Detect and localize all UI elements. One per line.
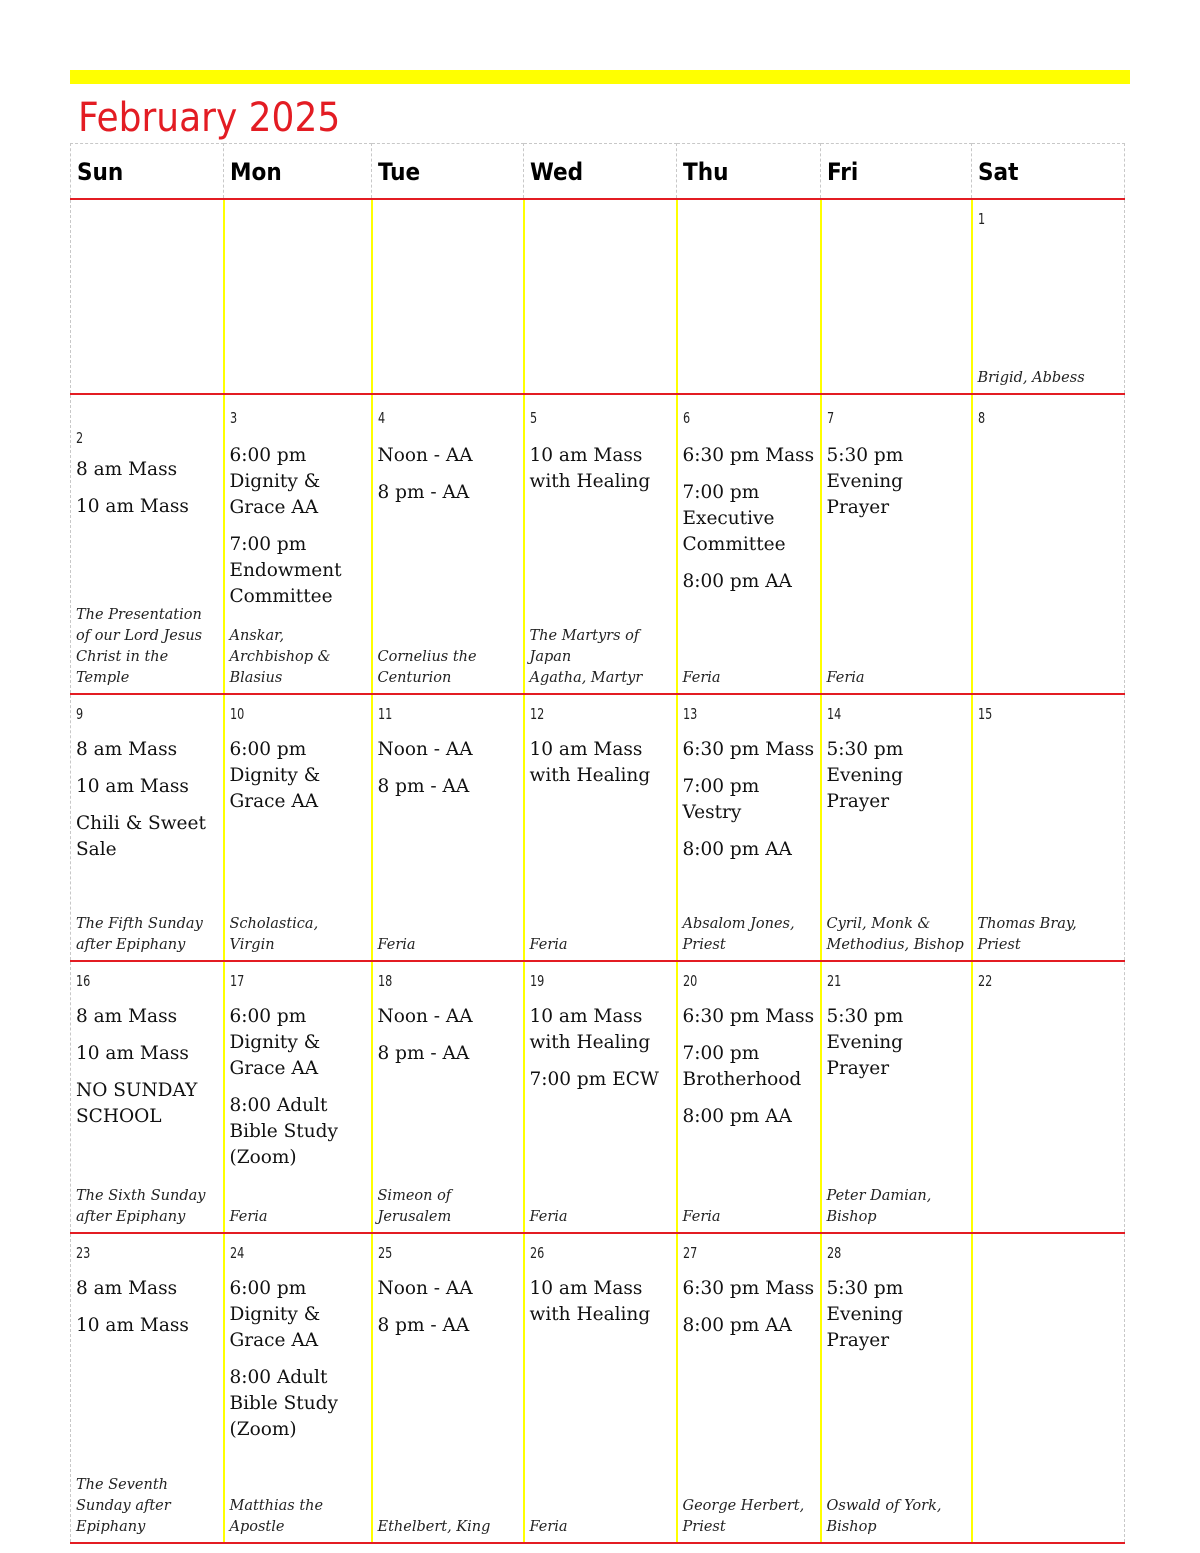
day-cell [677, 1233, 821, 1543]
day-number: 3 [229, 408, 237, 427]
calendar-event: 7:00 pm ECW [529, 1068, 659, 1090]
weekday-mon: Mon [224, 144, 372, 199]
calendar-event: 7:00 pm Executive Committee [682, 481, 786, 555]
calendar-event: 10 am Mass with Healing [529, 1005, 651, 1053]
calendar-event: 5:30 pm Evening Prayer [826, 1005, 904, 1079]
calendar-event: 8 pm - AA [377, 1042, 470, 1064]
day-number: 23 [76, 1243, 91, 1262]
calendar-grid [70, 143, 1125, 1544]
feast-day-label: Feria [529, 1208, 568, 1225]
event-list [76, 457, 220, 531]
event-list [683, 1004, 817, 1141]
day-cell [71, 1233, 224, 1543]
event-list [378, 1004, 520, 1078]
day-cell [677, 961, 821, 1233]
feast-day-label: Feria [377, 936, 416, 953]
calendar-event: 6:00 pm Dignity & Grace AA [229, 444, 321, 518]
day-cell [677, 199, 821, 394]
calendar-event: 8:00 pm AA [682, 1105, 792, 1127]
day-cell [372, 199, 524, 394]
day-number: 19 [529, 971, 544, 990]
calendar-event: 6:00 pm Dignity & Grace AA [229, 738, 321, 812]
week-row [71, 694, 1125, 961]
day-cell [821, 694, 972, 961]
calendar-event: 10 am Mass with Healing [529, 444, 651, 492]
day-number: 4 [377, 408, 385, 427]
weekday-thu: Thu [677, 144, 821, 199]
event-list [230, 1004, 368, 1182]
day-cell [372, 1233, 524, 1543]
event-list [683, 737, 817, 874]
event-list [378, 1276, 520, 1350]
event-list [530, 443, 673, 506]
feast-day-label: Cyril, Monk & Methodius, Bishop [826, 915, 964, 953]
day-cell [821, 394, 972, 694]
header-accent-bar [70, 70, 1130, 84]
calendar-event: 5:30 pm Evening Prayer [826, 444, 904, 518]
day-cell [821, 1233, 972, 1543]
calendar-event: 8:00 pm AA [682, 838, 792, 860]
calendar-event: 6:30 pm Mass [682, 1277, 815, 1299]
day-cell [524, 1233, 677, 1543]
day-number: 21 [826, 971, 841, 990]
calendar-event: Noon - AA [377, 1005, 473, 1027]
feast-day-label: Simeon of Jerusalem [377, 1187, 452, 1225]
calendar-event: 10 am Mass [76, 495, 189, 517]
day-cell [224, 199, 372, 394]
feast-day-label: Anskar, Archbishop & Blasius [229, 627, 331, 686]
day-cell [372, 694, 524, 961]
event-list [230, 737, 368, 826]
day-number: 24 [229, 1243, 244, 1262]
feast-day-label: Scholastica, Virgin [229, 915, 319, 953]
feast-day-label: Feria [826, 669, 865, 686]
feast-day-label: Ethelbert, King [377, 1518, 491, 1535]
day-cell [372, 961, 524, 1233]
event-list [683, 443, 817, 606]
day-number: 25 [377, 1243, 392, 1262]
event-list [683, 1276, 817, 1350]
calendar-event: 8:00 pm AA [682, 1314, 792, 1336]
day-cell [71, 694, 224, 961]
calendar-event: 8 am Mass [76, 1277, 178, 1299]
calendar-event: 8:00 pm AA [682, 570, 792, 592]
calendar-event: 6:00 pm Dignity & Grace AA [229, 1005, 321, 1079]
calendar-event: 5:30 pm Evening Prayer [826, 738, 904, 812]
feast-day-label: Thomas Bray, Priest [977, 915, 1077, 953]
day-cell [524, 961, 677, 1233]
calendar-event: 6:30 pm Mass [682, 738, 815, 760]
calendar-event: Noon - AA [377, 738, 473, 760]
day-number: 1 [977, 209, 985, 228]
calendar-event: 10 am Mass with Healing [529, 1277, 651, 1325]
event-list [827, 443, 968, 532]
weekday-tue: Tue [372, 144, 524, 199]
calendar-event: 8 am Mass [76, 738, 178, 760]
day-cell [71, 961, 224, 1233]
day-number: 5 [529, 408, 537, 427]
calendar-event: 10 am Mass [76, 1042, 189, 1064]
event-list [827, 1004, 968, 1093]
day-cell [972, 394, 1125, 694]
day-number: 27 [682, 1243, 697, 1262]
day-cell [972, 1233, 1125, 1543]
week-row [71, 1233, 1125, 1543]
event-list [530, 1276, 673, 1339]
day-cell [821, 961, 972, 1233]
calendar-event: Noon - AA [377, 1277, 473, 1299]
calendar-event: 10 am Mass [76, 775, 189, 797]
feast-day-label: Feria [529, 936, 568, 953]
calendar-event: 10 am Mass [76, 1314, 189, 1336]
calendar-event: NO SUNDAY SCHOOL [76, 1079, 198, 1127]
day-cell [524, 199, 677, 394]
feast-day-label: Absalom Jones, Priest [682, 915, 795, 953]
day-cell [224, 694, 372, 961]
event-list [530, 737, 673, 800]
day-cell [972, 961, 1125, 1233]
week-row [71, 394, 1125, 694]
day-number: 15 [977, 704, 992, 723]
feast-day-label: The Martyrs of Japan Agatha, Martyr [529, 627, 643, 686]
calendar-event: 8 pm - AA [377, 1314, 470, 1336]
day-number: 10 [229, 704, 244, 723]
calendar-event: 8:00 Adult Bible Study (Zoom) [229, 1094, 338, 1168]
event-list [230, 443, 368, 621]
day-number: 17 [229, 971, 244, 990]
week-row [71, 961, 1125, 1233]
feast-day-label: Feria [682, 1208, 721, 1225]
calendar-event: 10 am Mass with Healing [529, 738, 651, 786]
feast-day-label: George Herbert, Priest [682, 1497, 805, 1535]
calendar-event: Noon - AA [377, 444, 473, 466]
event-list [230, 1276, 368, 1454]
day-number: 11 [377, 704, 392, 723]
feast-day-label: The Seventh Sunday after Epiphany [76, 1476, 171, 1535]
event-list [76, 1276, 220, 1350]
calendar-event: 8 am Mass [76, 1005, 178, 1027]
calendar-event: Chili & Sweet Sale [76, 812, 206, 860]
calendar-event: 8 am Mass [76, 458, 178, 480]
day-number: 6 [682, 408, 690, 427]
day-cell [224, 961, 372, 1233]
feast-day-label: Feria [682, 669, 721, 686]
calendar-event: 8 pm - AA [377, 481, 470, 503]
day-cell [71, 199, 224, 394]
day-number: 26 [529, 1243, 544, 1262]
week-row [71, 199, 1125, 394]
weekday-sun: Sun [71, 144, 224, 199]
feast-day-label: The Presentation of our Lord Jesus Christ in the Temple [76, 606, 203, 686]
event-list [76, 1004, 220, 1141]
month-title: February 2025 [78, 95, 341, 141]
event-list [530, 1004, 673, 1104]
calendar-event: 5:30 pm Evening Prayer [826, 1277, 904, 1351]
weekday-header-row [71, 144, 1125, 199]
day-cell [821, 199, 972, 394]
day-number: 14 [826, 704, 841, 723]
feast-day-label: The Sixth Sunday after Epiphany [76, 1187, 206, 1225]
weekday-fri: Fri [821, 144, 972, 199]
day-cell [524, 694, 677, 961]
calendar-event: 7:00 pm Brotherhood [682, 1042, 802, 1090]
calendar-event: 7:00 pm Vestry [682, 775, 760, 823]
day-number: 2 [76, 428, 84, 447]
calendar-event: 8:00 Adult Bible Study (Zoom) [229, 1366, 338, 1440]
calendar-event: 8 pm - AA [377, 775, 470, 797]
day-cell [71, 394, 224, 694]
day-number: 28 [826, 1243, 841, 1262]
weekday-wed: Wed [524, 144, 677, 199]
calendar-event: 7:00 pm Endowment Committee [229, 533, 342, 607]
day-number: 18 [377, 971, 392, 990]
day-cell [677, 394, 821, 694]
feast-day-label: Peter Damian, Bishop [826, 1187, 932, 1225]
day-number: 16 [76, 971, 91, 990]
feast-day-label: Oswald of York, Bishop [826, 1497, 942, 1535]
weekday-sat: Sat [972, 144, 1125, 199]
feast-day-label: The Fifth Sunday after Epiphany [76, 915, 203, 953]
day-number: 13 [682, 704, 697, 723]
event-list [378, 737, 520, 811]
day-number: 20 [682, 971, 697, 990]
day-number: 22 [977, 971, 992, 990]
day-cell [224, 394, 372, 694]
day-number: 12 [529, 704, 544, 723]
feast-day-label: Feria [529, 1518, 568, 1535]
feast-day-label: Matthias the Apostle [229, 1497, 324, 1535]
feast-day-label: Cornelius the Centurion [377, 648, 477, 686]
event-list [827, 1276, 968, 1365]
day-cell [972, 199, 1125, 394]
day-cell [677, 694, 821, 961]
feast-day-label: Brigid, Abbess [977, 369, 1085, 386]
event-list [378, 443, 520, 517]
calendar-event: 6:30 pm Mass [682, 444, 815, 466]
event-list [827, 737, 968, 826]
day-cell [972, 694, 1125, 961]
event-list [76, 737, 220, 874]
day-cell [224, 1233, 372, 1543]
calendar-event: 6:30 pm Mass [682, 1005, 815, 1027]
day-number: 8 [977, 408, 985, 427]
feast-day-label: Feria [229, 1208, 268, 1225]
day-number: 9 [76, 704, 84, 723]
calendar-event: 6:00 pm Dignity & Grace AA [229, 1277, 321, 1351]
day-cell [524, 394, 677, 694]
day-cell [372, 394, 524, 694]
day-number: 7 [826, 408, 834, 427]
